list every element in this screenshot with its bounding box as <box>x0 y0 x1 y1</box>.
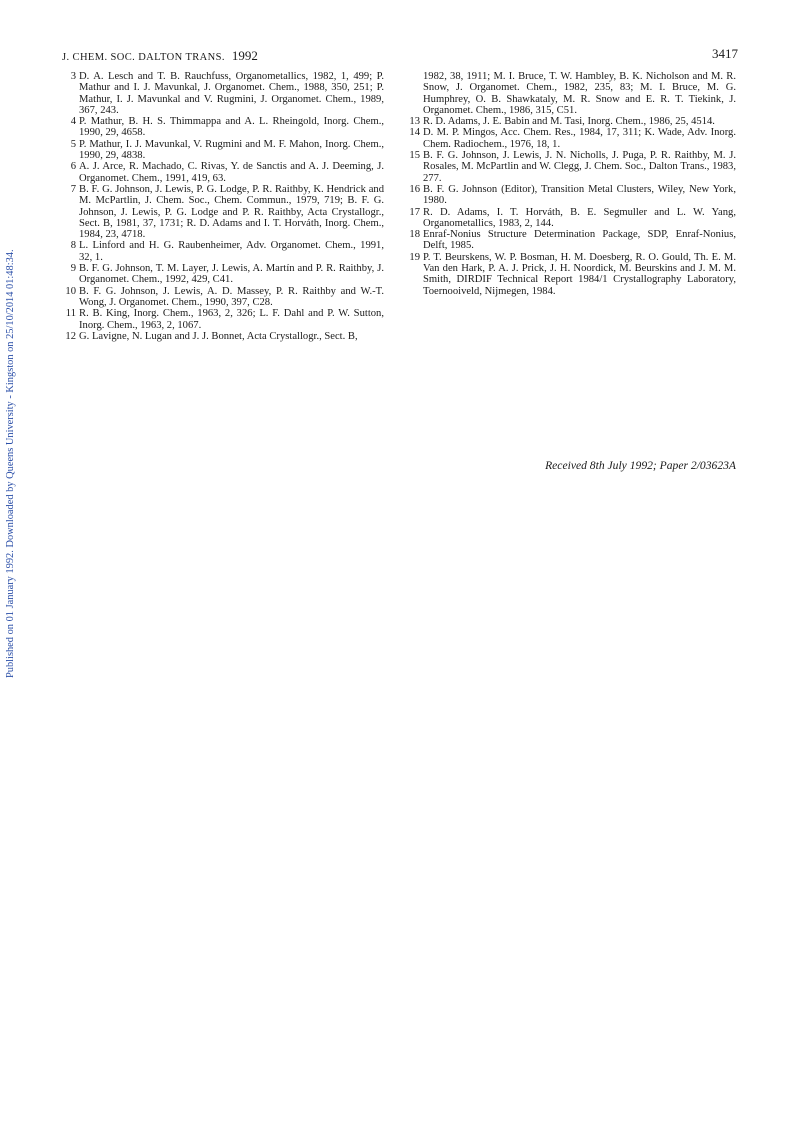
reference-item <box>62 308 384 331</box>
reference-number: 16 <box>409 183 420 195</box>
reference-item <box>62 240 384 263</box>
reference-number: 15 <box>409 150 420 162</box>
reference-number: 8 <box>70 240 76 252</box>
reference-number: 12 <box>65 330 76 342</box>
reference-text: B. F. G. Johnson, J. Lewis, P. G. Lodge, P. R. Raithby, K. Hendrick and M. McPartlin, J. Chem. Soc., Chem. Commun., 1979, 719; B. F. G. Johnson, J. Lewis, P. G. Lodge and P. R. Raithby, Acta Crystallogr., Sect. B, 1981, 37, 1731; R. D. Adams and I. T. Horváth, Inorg. Chem., 1984, 23, 4718. <box>79 183 384 241</box>
reference-number: 13 <box>409 116 420 128</box>
download-watermark: Published on 01 January 1992. Downloaded by Queens University - Kingston on 25/10/2014 01:48:34. <box>5 249 16 678</box>
reference-item <box>406 116 736 127</box>
page-number: 3417 <box>712 46 738 61</box>
reference-number: 9 <box>70 263 76 275</box>
reference-number: 7 <box>70 183 76 195</box>
reference-number: 14 <box>409 127 420 139</box>
received-date: Received 8th July 1992; Paper 2/03623A <box>545 459 736 472</box>
reference-text: R. D. Adams, J. E. Babin and M. Tasi, Inorg. Chem., 1986, 25, 4514. <box>423 116 715 128</box>
references-right-column <box>406 71 736 297</box>
reference-item <box>62 161 384 184</box>
reference-number: 3 <box>70 71 76 82</box>
reference-continuation <box>406 71 736 116</box>
reference-text: B. F. G. Johnson, T. M. Layer, J. Lewis, A. Martín and P. R. Raithby, J. Organomet. Chem., 1992, 429, C41. <box>79 263 384 286</box>
reference-text: 1982, 38, 1911; M. I. Bruce, T. W. Hambley, B. K. Nicholson and M. R. Snow, J. Organomet. Chem., 1982, 235, 83; M. I. Bruce, M. G. Humphrey, O. B. Shawkataly, M. R. Snow and E. R. T. Tiekink, J. Organomet. Chem., 1986, 315, C51. <box>423 71 736 116</box>
reference-number: 4 <box>70 116 76 128</box>
reference-text: P. Mathur, I. J. Mavunkal, V. Rugmini and M. F. Mahon, Inorg. Chem., 1990, 29, 4838. <box>79 138 384 162</box>
reference-item <box>406 207 736 230</box>
reference-text: Enraf-Nonius Structure Determination Package, SDP, Enraf-Nonius, Delft, 1985. <box>423 229 736 252</box>
reference-text: A. J. Arce, R. Machado, C. Rivas, Y. de Sanctis and A. J. Deeming, J. Organomet. Chem., 1991, 419, 63. <box>79 161 384 184</box>
reference-item <box>406 150 736 184</box>
journal-name: J. CHEM. SOC. DALTON TRANS. <box>62 52 225 63</box>
reference-text: R. D. Adams, I. T. Horváth, B. E. Segmuller and L. W. Yang, Organometallics, 1983, 2, 144. <box>423 206 736 229</box>
reference-item <box>62 184 384 240</box>
reference-text: L. Linford and H. G. Raubenheimer, Adv. Organomet. Chem., 1991, 32, 1. <box>79 240 384 263</box>
reference-item <box>62 263 384 286</box>
reference-text: P. Mathur, B. H. S. Thimmappa and A. L. Rheingold, Inorg. Chem., 1990, 29, 4658. <box>79 116 384 139</box>
reference-number: 6 <box>70 161 76 173</box>
journal-year: 1992 <box>231 48 258 63</box>
reference-text: B. F. G. Johnson, J. Lewis, J. N. Nicholls, J. Puga, P. R. Raithby, M. J. Rosales, M. McPartlin and W. Clegg, J. Chem. Soc., Dalton Trans., 1983, 277. <box>423 150 736 184</box>
reference-text: D. A. Lesch and T. B. Rauchfuss, Organometallics, 1982, 1, 499; P. Mathur and I. J. Mavunkal, J. Organomet. Chem., 1988, 350, 251; P. Mathur, I. J. Mavunkal and V. Rugmini, J. Organomet. Chem., 1989, 367, 243. <box>79 71 384 116</box>
reference-number: 5 <box>70 138 76 150</box>
reference-item <box>406 127 736 150</box>
reference-item <box>406 229 736 252</box>
reference-text: R. B. King, Inorg. Chem., 1963, 2, 326; L. F. Dahl and P. W. Sutton, Inorg. Chem., 1963, 2, 1067. <box>79 308 384 331</box>
running-header <box>62 48 258 64</box>
reference-number: 18 <box>409 229 420 241</box>
reference-number: 10 <box>65 285 76 297</box>
reference-number: 19 <box>409 251 420 263</box>
reference-text: B. F. G. Johnson (Editor), Transition Metal Clusters, Wiley, New York, 1980. <box>423 183 736 207</box>
reference-item <box>62 116 384 139</box>
reference-item <box>62 71 384 116</box>
reference-item <box>406 252 736 297</box>
reference-item <box>62 139 384 162</box>
reference-number: 11 <box>65 308 76 320</box>
reference-item <box>62 286 384 309</box>
reference-text: P. T. Beurskens, W. P. Bosman, H. M. Doesberg, R. O. Gould, Th. E. M. Van den Hark, P. A. J. Prick, J. H. Noordick, M. Beurskins and J. M. M. Smith, DIRDIF Technical Report 1984/1 Crystallography Laboratory, Toernooiveld, Nijmegen, 1984. <box>423 251 736 297</box>
reference-item <box>62 331 384 342</box>
reference-text: D. M. P. Mingos, Acc. Chem. Res., 1984, 17, 311; K. Wade, Adv. Inorg. Chem. Radiochem., 1976, 18, 1. <box>423 127 736 150</box>
reference-item <box>406 184 736 207</box>
reference-text: B. F. G. Johnson, J. Lewis, A. D. Massey, P. R. Raithby and W.-T. Wong, J. Organomet. Chem., 1990, 397, C28. <box>79 285 384 308</box>
references-left-column <box>62 71 384 342</box>
reference-text: G. Lavigne, N. Lugan and J. J. Bonnet, Acta Crystallogr., Sect. B, <box>79 330 358 342</box>
reference-number: 17 <box>409 206 420 218</box>
